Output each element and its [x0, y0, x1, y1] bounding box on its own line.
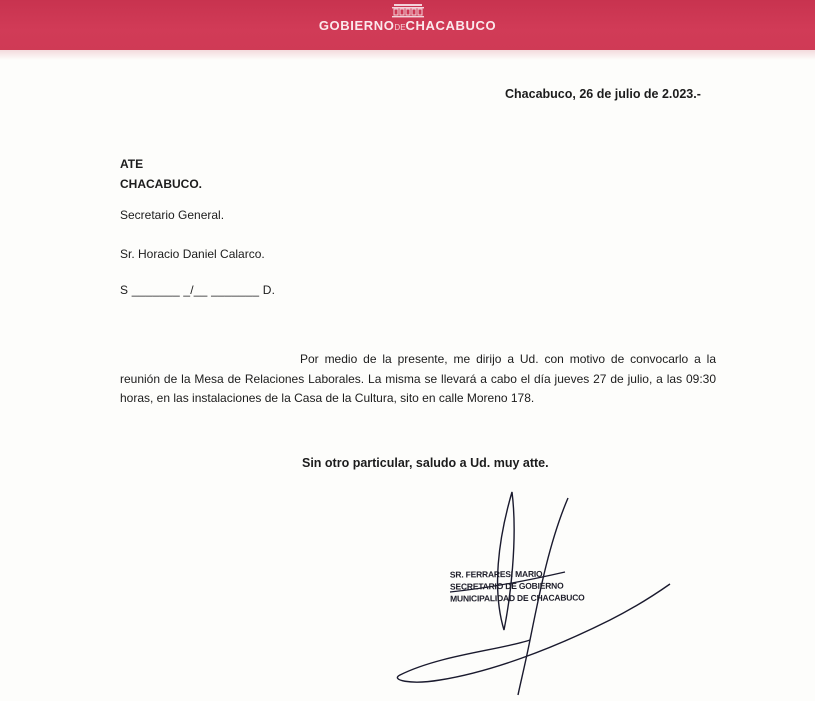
closing-line: Sin otro particular, saludo a Ud. muy atte. [302, 456, 549, 470]
recipient-org: ATE [120, 157, 144, 171]
letterhead-title-part1: GOBIERNO [318, 18, 395, 33]
letter-body: Por medio de la presente, me dirijo a Ud. con motivo de convocarlo a la reunión de la Mesa de Relaciones Laborales. La misma se llevará a cabo el día jueves 27 de julio, a las 09:30 horas, en las instalaciones de la Casa de la Cultura, sito en calle Moreno 178. [120, 352, 716, 405]
letterhead-title [0, 18, 815, 33]
letterhead-banner [0, 0, 815, 50]
stamp-line3: MUNICIPALIDAD DE CHACABUCO [450, 592, 585, 604]
stamp-line1: SR. FERRARESI MARIO [449, 568, 543, 580]
stamp-line2: SECRETARIO DE GOBIERNO [449, 580, 564, 592]
signature-stamp [450, 567, 585, 604]
recipient-city: CHACABUCO. [120, 177, 202, 191]
place-date: Chacabuco, 26 de julio de 2.023.- [505, 87, 701, 101]
recipient-role: Secretario General. [120, 208, 225, 222]
letterhead-title-part2: CHACABUCO [405, 18, 497, 33]
recipient-name: Sr. Horacio Daniel Calarco. [120, 247, 265, 261]
salutation-formula: S _______ _/__ _______ D. [120, 283, 276, 297]
municipal-logo-icon [388, 4, 428, 18]
letterhead-title-connector: DE [394, 23, 406, 32]
